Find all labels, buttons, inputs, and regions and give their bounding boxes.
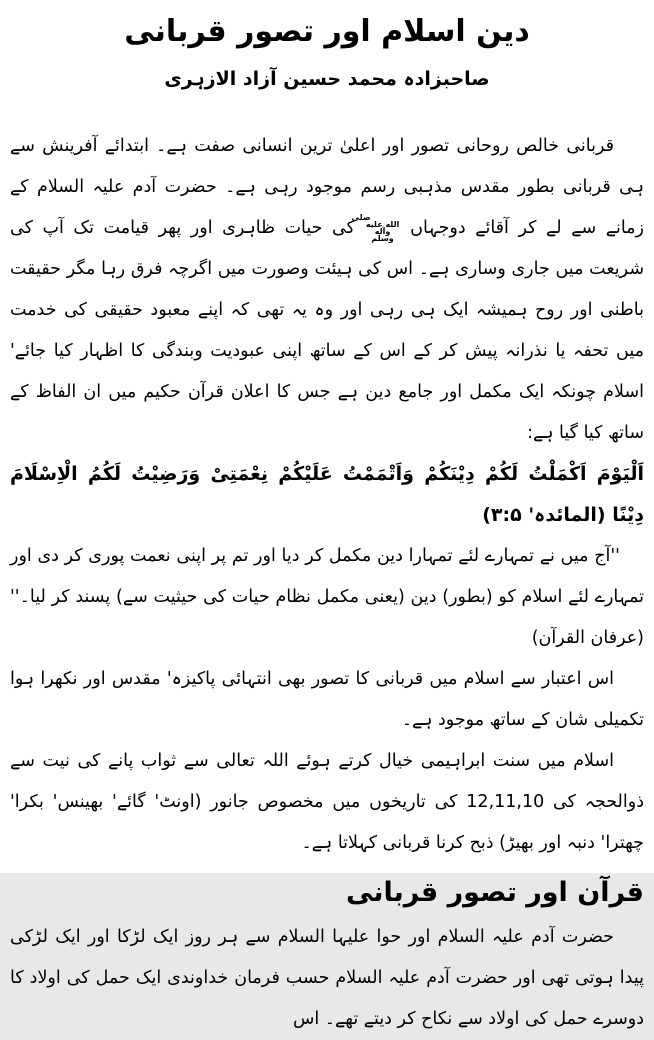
paragraph-intro-text-before: قربانی خالص روحانی تصور اور اعلیٰ ترین انسانی صفت ہے۔ ابتدائے آفرینش سے ہی قربانی بطور مقدس مذہبی رسم موجود رہی ہے۔ حضرت آدم علیہ السلام کے زمانے سے لے کر آقائے دوجہاں	[10, 135, 644, 238]
paragraph-adam-hawwa: حضرت آدم علیہ السلام اور حوا علیہا السلام سے ہر روز ایک لڑکا اور ایک لڑکی پیدا ہوتی تھی اور حضرت آدم علیہ السلام حسب فرمان خداوندی ایک حمل کی اولاد کا دوسرے حمل کی اولاد سے نکاح کر دیتے تھے۔ اس	[10, 927, 644, 1030]
page-title: دین اسلام اور تصور قربانی	[124, 14, 530, 49]
paragraph-intro-text-after: کی حیات ظاہری اور پھر قیامت تک آپ کی شریعت میں جاری وساری ہے۔ اس کی ہیئت وصورت میں اگرچہ فرق رہا مگر حقیقت باطنی اور روح ہمیشہ ایک ہی رہی اور وہ یہ تھی کہ اپنے معبود حقیقی کی خدمت میں تحفہ یا نذرانہ پیش کر کے اس کے ساتھ اپنی عبودیت وبندگی کا اظہار کیا جائے' اسلام چونکہ ایک مکمل اور جامع دین ہے جس کا اعلان قرآن حکیم میں ان الفاظ کے ساتھ کیا گیا ہے:	[10, 217, 644, 443]
quran-verse: اَلْیَوْمَ اَکْمَلْتُ لَکُمْ دِیْنَکُمْ وَاَتْمَمْتُ عَلَیْکُمْ نِعْمَتِیْ وَرَضِیْتُ لَکُمُ الْاِسْلَامَ دِیْنًا (المائدہ' ۳:۵)	[10, 462, 644, 526]
paragraph-concept: اس اعتبار سے اسلام میں قربانی کا تصور بھی انتہائی پاکیزہ' مقدس اور نکھرا ہوا تکمیلی شان کے ساتھ موجود ہے۔	[10, 668, 644, 730]
article-body	[10, 126, 644, 1040]
author-byline: صاحبزادہ محمد حسین آزاد الازہری	[164, 68, 490, 90]
section-heading-quran-aur-tasawwur-qurbani: قرآن اور تصور قربانی	[346, 876, 644, 908]
paragraph-intro	[10, 126, 644, 454]
paragraph-sunnat-ibrahimi: اسلام میں سنت ابراہیمی خیال کرتے ہوئے اللہ تعالی سے ثواب پانے کی نیت سے ذوالحجہ کی 12,11,10 کی تاریخوں میں مخصوص جانور (اونٹ' گائے' بھینس' بکرا' چھترا' دنبہ اور بھیڑ) ذبح کرنا قربانی کہلاتا ہے۔	[10, 750, 644, 853]
verse-translation: ''آج میں نے تمہارے لئے تمہارا دین مکمل کر دیا اور تم پر اپنی نعمت پوری کر دی اور تمہارے لئے اسلام کو (بطور) دین (یعنی مکمل نظام حیات کی حیثیت سے) پسند کر لیا۔'' (عرفان القرآن)	[10, 545, 644, 648]
durood-mark: صلى الله عليه وآله وسلم	[351, 212, 400, 243]
